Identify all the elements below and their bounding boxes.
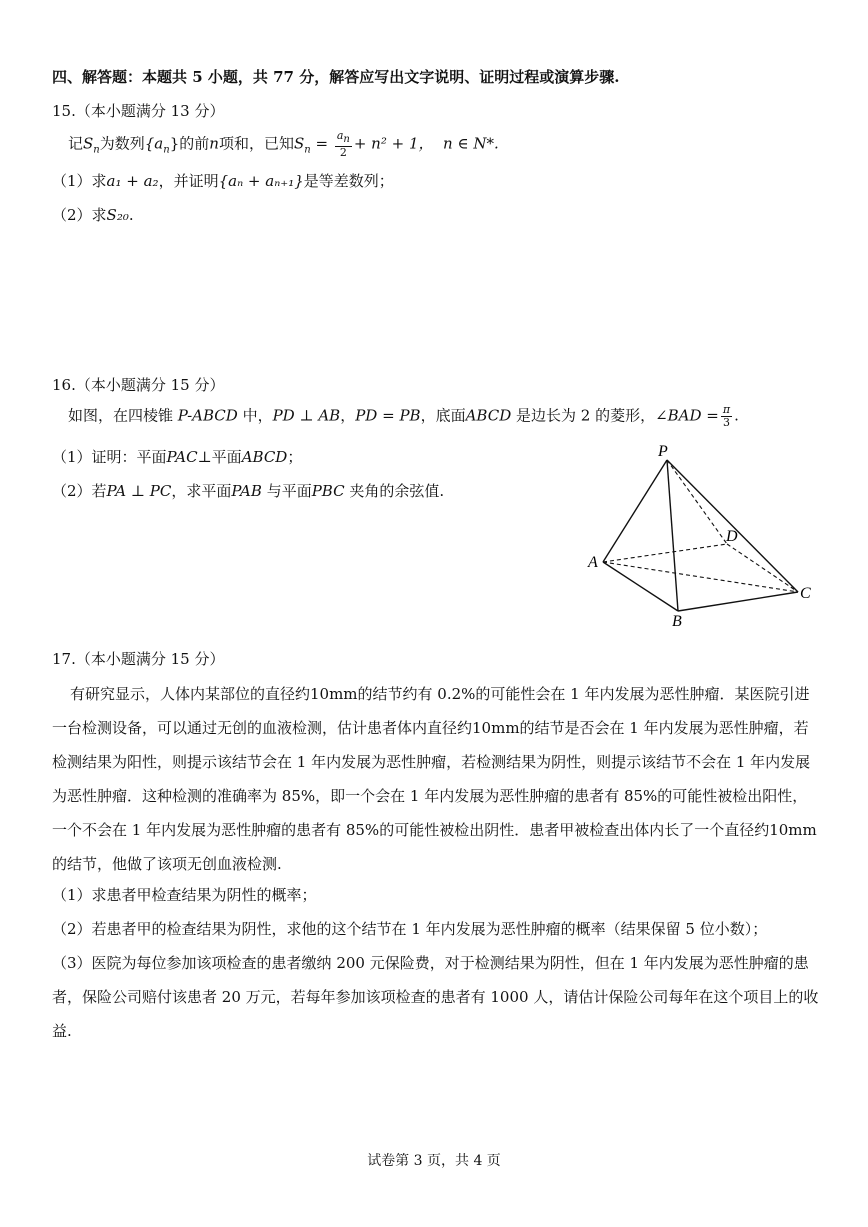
edge-pd <box>667 460 727 544</box>
edge-pa <box>603 460 667 562</box>
q17-paragraph: 有研究显示，人体内某部位的直径约10mm的结节约有 0.2%的可能性会在 1 年内发展为恶性肿瘤．某医院引进一台检测设备，可以通过无创的血液检测，估计患者体内直径约10mm的结节是否会在 1 年内发展为恶性肿瘤，若检测结果为阳性，则提示该结节会在 1 年内发展为恶性肿瘤，若检测结果为阴性，则提示该结节不会在 1 年内发展为恶性肿瘤．这种检测的准确率为 85%，即一个会在 1 年内发展为恶性肿瘤的患者有 85%的可能性被检出阳性，一个不会在 1 年内发展为恶性肿瘤的患者有 85%的可能性被检出阴性．患者甲被检查出体内长了一个直径约10mm的结节，他做了该项无创血液检测. <box>52 685 817 873</box>
q17-part1: （1）求患者甲检查结果为阴性的概率； <box>52 886 317 904</box>
q16-heading: 16.（本小题满分 15 分） <box>52 376 225 394</box>
q15-fraction: $\frac{a_n}{2}$ <box>336 129 350 160</box>
edge-ab <box>603 562 678 611</box>
edge-bc <box>678 592 798 611</box>
q15-heading: 15.（本小题满分 13 分） <box>52 102 225 120</box>
section-header: 四、解答题：本题共 5 小题，共 77 分，解答应写出文字说明、证明过程或演算步骤. <box>52 68 620 86</box>
q17-part2: （2）若患者甲的检查结果为阴性，求他的这个结节在 1 年内发展为恶性肿瘤的概率（结果保留 5 位小数）； <box>52 920 768 938</box>
q17-heading: 17.（本小题满分 15 分） <box>52 650 225 668</box>
label-a: A <box>588 554 598 571</box>
edge-pb <box>667 460 678 611</box>
label-c: C <box>800 585 811 602</box>
label-b: B <box>672 613 682 630</box>
q16-part1: （1）证明：平面PAC⊥平面ABCD； <box>52 448 303 466</box>
edge-dc <box>727 544 798 592</box>
diagonal-ac <box>603 562 798 592</box>
q15-part2: （2）求S₂₀. <box>52 206 134 224</box>
q15-stem: 记$S_n$为数列$\{a_n\}$的前n项和，已知$S_n$ = $\frac{a_n}{2}$ + n² + 1， n ∈ N*. <box>68 129 499 160</box>
edge-ad <box>603 544 727 562</box>
q16-fraction: $\frac{\pi}{3}$ <box>722 403 731 429</box>
q15-part1: （1）求a₁ + a₂，并证明{aₙ + aₙ₊₁}是等差数列； <box>52 172 394 190</box>
edge-pc <box>667 460 798 592</box>
q17-part3: （3）医院为每位参加该项检查的患者缴纳 200 元保险费，对于检测结果为阴性，但在 1 年内发展为恶性肿瘤的患者，保险公司赔付该患者 20 万元，若每年参加该项检查的患者有 1000 人，请估计保险公司每年在这个项目上的收益. <box>52 954 819 1040</box>
label-d: D <box>726 528 738 545</box>
q16-stem: 如图，在四棱锥 P-ABCD 中，PD ⊥ AB，PD = PB，底面ABCD 是边长为 2 的菱形，∠BAD = $\frac{\pi}{3}$ . <box>68 403 739 429</box>
q16-part2: （2）若PA ⊥ PC，求平面PAB 与平面PBC 夹角的余弦值. <box>52 482 445 500</box>
label-p: P <box>658 443 668 460</box>
page-footer: 试卷第 3 页，共 4 页 <box>367 1153 501 1169</box>
pyramid-figure <box>580 440 820 630</box>
